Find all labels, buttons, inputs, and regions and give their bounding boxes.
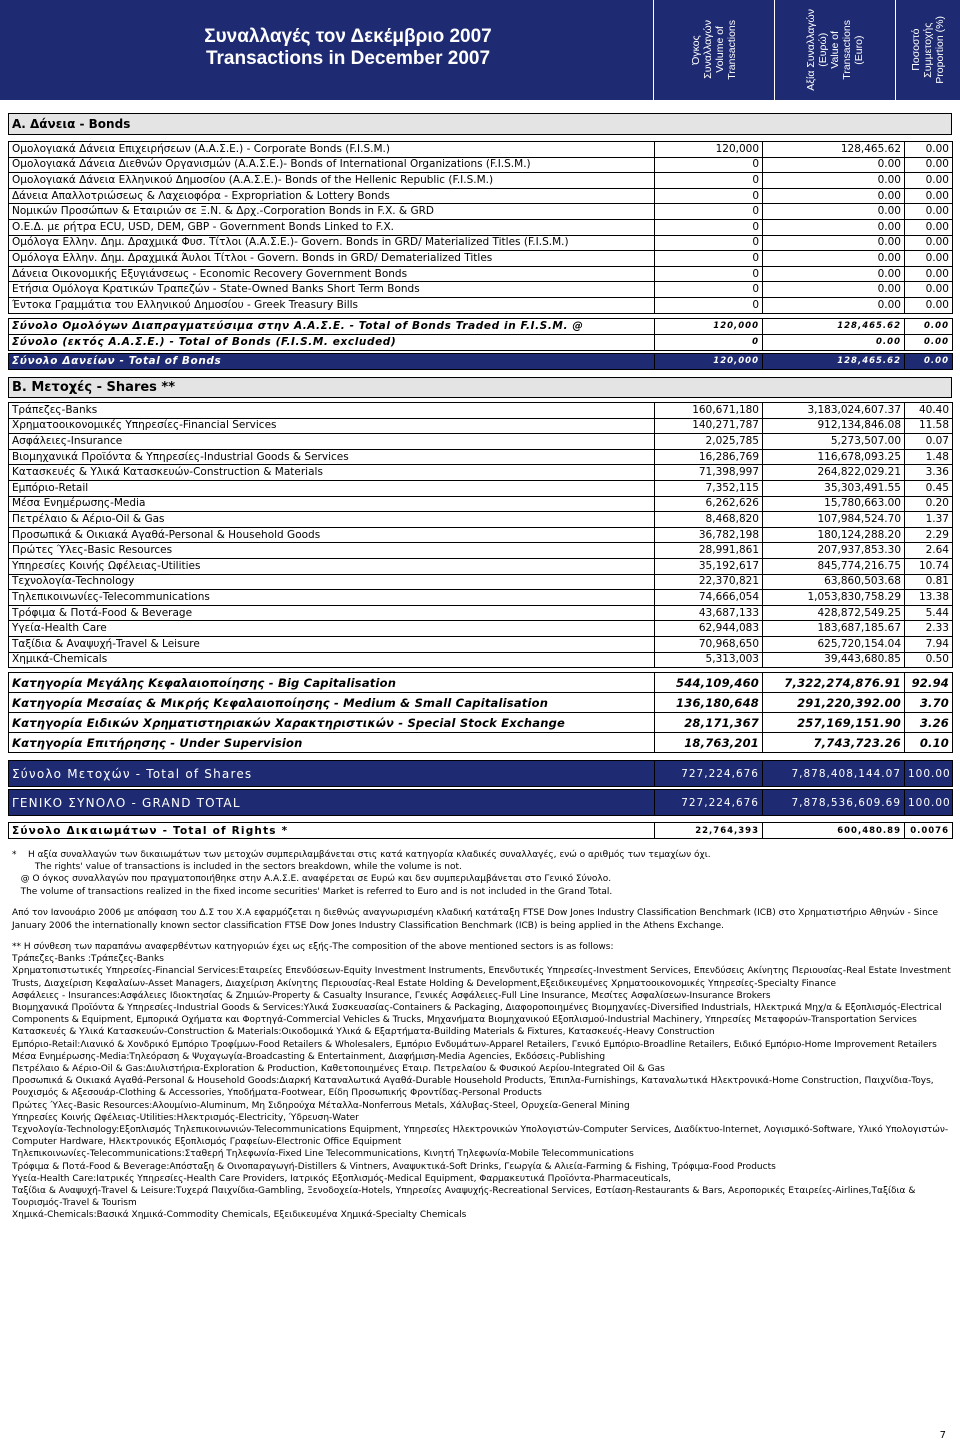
grand-total-proportion: 100.00: [905, 790, 953, 816]
row-volume: 0: [655, 204, 763, 220]
sector-row: [9, 465, 953, 481]
row-label: Σύνολο Ομολόγων Διαπραγματεύσιμα στην Α.Α.Σ.Ε. - Total of Bonds Traded in F.I.S.M. @: [9, 318, 655, 334]
row-volume: 120,000: [655, 142, 763, 158]
category-label: [9, 713, 655, 733]
row-proportion: 0.00: [905, 353, 953, 369]
bond-row: [9, 157, 953, 173]
total-shares-proportion: 100.00: [905, 761, 953, 787]
composition-line: Ασφάλειες - Insurances:Ασφάλειες Ιδιοκτησίας & Ζημιών-Property & Casualty Insurance, Γενικές Ασφάλειες-Full Line Insurance, Μεσίτες Ασφαλίσεων-Insurance Brokers: [12, 990, 771, 1001]
row-label: Ο.Ε.Δ. με ρήτρα ECU, USD, DEM, GBP - Government Bonds Linked to F.X.: [9, 219, 655, 235]
row-proportion: 0.00: [905, 334, 953, 350]
row-value: 39,443,680.85: [763, 652, 905, 668]
composition-line: Τηλεπικοινωνίες-Telecommunications:Σταθερή Τηλεφωνία-Fixed Line Telecommunications, Κινητή Τηλεφωνία-Mobile Telecommunications: [12, 1149, 634, 1160]
row-volume: 0: [655, 235, 763, 251]
bond-row: [9, 282, 953, 298]
composition-line: Υπηρεσίες Κοινής Ωφέλειας-Utilities:Ηλεκτρισμός-Electricity, Ύδρευση-Water: [12, 1112, 359, 1123]
sector-row: [9, 636, 953, 652]
row-proportion: 5.44: [905, 605, 953, 621]
row-label: Ομόλογα Ελλην. Δημ. Δραχμικά Φυσ. Τίτλοι (Α.Α.Σ.Ε.)- Govern. Bonds in GRD/ Materialized Titles (F.I.S.M.): [9, 235, 655, 251]
grand-total-label: ΓΕΝΙΚΟ ΣΥΝΟΛΟ - GRAND TOTAL: [9, 790, 655, 816]
row-volume: 28,991,861: [655, 543, 763, 559]
row-proportion: 3.36: [905, 465, 953, 481]
row-volume: 8,468,820: [655, 512, 763, 528]
row-volume: 2,025,785: [655, 434, 763, 450]
row-proportion: 0.00: [905, 173, 953, 189]
row-proportion: 0.07: [905, 434, 953, 450]
title-english: Transactions in December 2007: [205, 48, 491, 69]
row-value: 845,774,216.75: [763, 558, 905, 574]
bonds-table: [8, 141, 953, 370]
row-value: 180,124,288.20: [763, 527, 905, 543]
row-volume: 0: [655, 219, 763, 235]
row-label: Σύνολο Δανείων - Total of Bonds: [9, 353, 655, 369]
row-value: 0.00: [763, 188, 905, 204]
row-label: Εμπόριο-Retail: [9, 480, 655, 496]
sector-row: [9, 621, 953, 637]
row-label: Ομολογιακά Δάνεια Διεθνών Οργανισμών (Α.Α.Σ.Ε.)- Bonds of International Organizations (F.I.S.M.): [9, 157, 655, 173]
row-volume: 43,687,133: [655, 605, 763, 621]
row-volume: 74,666,054: [655, 590, 763, 606]
composition-line: Υγεία-Health Care:Ιατρικές Υπηρεσίες-Health Care Providers, Ιατρικός Εξοπλισμός-Medical Equipment, Φαρμακευτικά Προϊόντα-Pharmaceuticals,: [12, 1173, 671, 1184]
report-title: [108, 26, 588, 70]
row-value: 107,984,524.70: [763, 512, 905, 528]
row-proportion: 11.58: [905, 418, 953, 434]
row-label: Δάνεια Οικονομικής Εξυγιάνσεως - Economic Recovery Government Bonds: [9, 266, 655, 282]
category-row: [9, 733, 953, 753]
row-value: 183,687,185.67: [763, 621, 905, 637]
composition-line: Χρηματοπιστωτικές Υπηρεσίες-Financial Services:Εταιρείες Επενδύσεων-Equity Investment Instruments, Επενδυτικές Υπηρεσίες-Investment Services, Επενδύσεις Ακίνητης Περιουσίας-Real Estate Investment Trusts, Διαχείριση Κεφαλαίων-Asset Managers, Διαχείριση Ακίνητης Περιουσίας-Real Estate Holding & Development,Εξειδικευμένες Χρηματοοικονομικές Υπηρεσίες-Specialty Finance: [12, 966, 951, 989]
totals-table: [8, 760, 953, 816]
rights-table: [8, 822, 953, 839]
row-proportion: 0.00: [905, 188, 953, 204]
total-shares-value: 7,878,408,144.07: [763, 761, 905, 787]
sector-row: [9, 605, 953, 621]
row-proportion: 0.00: [905, 282, 953, 298]
sector-row: [9, 543, 953, 559]
row-value: 0.00: [763, 297, 905, 313]
row-value: 625,720,154.04: [763, 636, 905, 652]
row-volume: 0: [655, 157, 763, 173]
row-value: 0.00: [763, 334, 905, 350]
row-value: 0.00: [763, 235, 905, 251]
total-shares-label: Σύνολο Μετοχών - Total of Shares: [9, 761, 655, 787]
bond-total-row: [9, 353, 953, 369]
proportion-header-text: [910, 16, 946, 84]
row-volume: 0: [655, 251, 763, 267]
row-proportion: 0.00: [905, 157, 953, 173]
header-line: Συμμετοχής: [922, 22, 934, 78]
grand-total-volume: 727,224,676: [655, 790, 763, 816]
row-value: 0.00: [763, 157, 905, 173]
category-row: [9, 693, 953, 713]
row-volume: 5,313,003: [655, 652, 763, 668]
row-volume: 6,262,626: [655, 496, 763, 512]
category-label-english: - Special Stock Exchange: [394, 715, 566, 730]
row-proportion: 2.64: [905, 543, 953, 559]
header-line: Transactions: [726, 20, 738, 80]
row-label: Τράπεζες-Banks: [9, 403, 655, 419]
row-volume: 70,968,650: [655, 636, 763, 652]
rights-label: Σύνολο Δικαιωμάτων - Total of Rights *: [9, 823, 655, 839]
row-proportion: 0.20: [905, 496, 953, 512]
category-label-english: - Big Capitalisation: [264, 675, 397, 690]
bond-row: [9, 142, 953, 158]
row-label: Δάνεια Απαλλοτριώσεως & Λαχειοφόρα - Expropriation & Lottery Bonds: [9, 188, 655, 204]
category-label-english: - Under Supervision: [166, 735, 303, 750]
grand-total-value: 7,878,536,609.69: [763, 790, 905, 816]
row-label: Μέσα Ενημέρωσης-Media: [9, 496, 655, 512]
bonds-heading-text: Α. Δάνεια - Bonds: [12, 117, 131, 131]
rights-row: [9, 823, 953, 839]
shares-table: [8, 402, 953, 668]
row-volume: 0: [655, 266, 763, 282]
row-value: 116,678,093.25: [763, 449, 905, 465]
row-value: 0.00: [763, 266, 905, 282]
row-label: Πετρέλαιο & Αέριο-Oil & Gas: [9, 512, 655, 528]
sector-row: [9, 512, 953, 528]
header-line: (Euro): [853, 35, 865, 65]
row-label: Ταξίδια & Αναψυχή-Travel & Leisure: [9, 636, 655, 652]
value-header-text: [805, 9, 865, 91]
row-value: 207,937,853.30: [763, 543, 905, 559]
header-line: (Ευρώ): [817, 33, 829, 67]
bond-row: [9, 266, 953, 282]
row-volume: 71,398,997: [655, 465, 763, 481]
row-proportion: 0.81: [905, 574, 953, 590]
category-volume: 136,180,648: [655, 693, 763, 713]
category-volume: 18,763,201: [655, 733, 763, 753]
row-volume: 0: [655, 297, 763, 313]
row-label: Πρώτες Ύλες-Basic Resources: [9, 543, 655, 559]
grand-total-row: [9, 790, 953, 816]
bond-row: [9, 188, 953, 204]
composition-line: Τρόφιμα & Ποτά-Food & Beverage:Απόσταξη & Οινοπαραγωγή-Distillers & Vintners, Αναψυκτικά-Soft Drinks, Γεωργία & Αλιεία-Farming & Fishing, Τρόφιμα-Food Products: [12, 1161, 776, 1172]
sector-row: [9, 418, 953, 434]
footnote-line: The volume of transactions realized in the fixed income securities' Market is referred to Euro and is not included in the Grand Total.: [12, 886, 613, 897]
header-line: Αξία Συναλλαγών: [805, 9, 817, 91]
row-label: Προσωπικά & Οικιακά Αγαθά-Personal & Household Goods: [9, 527, 655, 543]
row-label: Ομόλογα Ελλην. Δημ. Δραχμικά Άυλοι Τίτλοι - Govern. Bonds in GRD/ Dematerialized Titles: [9, 251, 655, 267]
row-proportion: 0.00: [905, 297, 953, 313]
volume-header-text: [690, 20, 738, 80]
row-proportion: 0.00: [905, 235, 953, 251]
rights-value: 600,480.89: [763, 823, 905, 839]
category-value: 7,322,274,876.91: [763, 673, 905, 693]
sector-row: [9, 527, 953, 543]
sector-row: [9, 496, 953, 512]
category-value: 291,220,392.00: [763, 693, 905, 713]
row-value: 0.00: [763, 251, 905, 267]
composition-line: Προσωπικά & Οικιακά Αγαθά-Personal & Household Goods:Διαρκή Καταναλωτικά Αγαθά-Durable Household Products, Έπιπλα-Furnishings, Καταναλωτικά Ηλεκτρονικά-Home Construction, Παιχνίδια-Toys, Ρουχισμός & Αξεσουάρ-Clothing & Accessories, Υποδήματα-Footwear, Είδη Προσωπικής Φροντίδας-Personal Products: [12, 1076, 934, 1099]
row-label: Βιομηχανικά Προϊόντα & Υπηρεσίες-Industrial Goods & Services: [9, 449, 655, 465]
composition-line: Πετρέλαιο & Αέριο-Oil & Gas:Διυλιστήρια-Exploration & Production, Καθετοποιημένες Εταιρ. Πετρελαίου & Φυσικού Αερίου-Integrated Oil & Gas: [12, 1064, 665, 1075]
ftse-note: [12, 907, 952, 932]
row-value: 128,465.62: [763, 353, 905, 369]
row-label: Τεχνολογία-Technology: [9, 574, 655, 590]
row-proportion: 10.74: [905, 558, 953, 574]
category-volume: 544,109,460: [655, 673, 763, 693]
shares-section-heading: [8, 377, 952, 398]
sector-row: [9, 574, 953, 590]
row-volume: 35,192,617: [655, 558, 763, 574]
header-line: Transactions: [841, 20, 853, 80]
category-volume: 28,171,367: [655, 713, 763, 733]
category-value: 7,743,723.26: [763, 733, 905, 753]
row-label: Τηλεπικοινωνίες-Telecommunications: [9, 590, 655, 606]
row-proportion: 0.00: [905, 251, 953, 267]
column-header-value: [775, 0, 895, 100]
row-value: 15,780,663.00: [763, 496, 905, 512]
total-shares-volume: 727,224,676: [655, 761, 763, 787]
header-line: Συναλλαγών: [702, 20, 714, 80]
category-label-greek: Κατηγορία Μεγάλης Κεφαλαιοποίησης: [12, 675, 265, 690]
row-volume: 0: [655, 334, 763, 350]
footnote-line: @ Ο όγκος συναλλαγών που πραγματοποιήθηκε στην Α.Α.Σ.Ε. αναφέρεται σε Ευρώ και δεν συμπεριλαμβάνεται στο Γενικό Σύνολο.: [12, 874, 612, 885]
rights-volume: 22,764,393: [655, 823, 763, 839]
row-volume: 62,944,083: [655, 621, 763, 637]
total-shares-row: [9, 761, 953, 787]
category-label: [9, 693, 655, 713]
row-proportion: 0.00: [905, 219, 953, 235]
row-label: Υγεία-Health Care: [9, 621, 655, 637]
row-volume: 0: [655, 282, 763, 298]
row-proportion: 0.00: [905, 204, 953, 220]
header-line: Volume of: [714, 26, 726, 74]
row-label: Σύνολο (εκτός Α.Α.Σ.Ε.) - Total of Bonds (F.I.S.M. excluded): [9, 334, 655, 350]
category-row: [9, 673, 953, 693]
row-value: 3,183,024,607.37: [763, 403, 905, 419]
bond-summary-row: [9, 318, 953, 334]
category-label-english: - Medium & Small Capitalisation: [329, 695, 549, 710]
row-volume: 0: [655, 173, 763, 189]
page-number: 7: [939, 1430, 946, 1441]
bond-row: [9, 251, 953, 267]
row-value: 0.00: [763, 282, 905, 298]
sector-row: [9, 434, 953, 450]
row-value: 128,465.62: [763, 318, 905, 334]
row-label: Έντοκα Γραμμάτια του Ελληνικού Δημοσίου - Greek Treasury Bills: [9, 297, 655, 313]
row-label: Υπηρεσίες Κοινής Ωφέλειας-Utilities: [9, 558, 655, 574]
category-label: [9, 673, 655, 693]
category-proportion: 92.94: [905, 673, 953, 693]
row-value: 1,053,830,758.29: [763, 590, 905, 606]
sector-row: [9, 652, 953, 668]
row-label: Ετήσια Ομόλογα Κρατικών Τραπεζών - State-Owned Banks Short Term Bonds: [9, 282, 655, 298]
row-proportion: 7.94: [905, 636, 953, 652]
header-line: Όγκος: [690, 35, 702, 65]
composition-line: Κατασκευές & Υλικά Κατασκευών-Construction & Materials:Οικοδομικά Υλικά & Εξαρτήματα-Building Materials & Fixtures, Κατασκευές-Heavy Construction: [12, 1027, 715, 1038]
bond-row: [9, 219, 953, 235]
composition-line: Βιομηχανικά Προϊόντα & Υπηρεσίες-Industrial Goods & Services:Υλικά Συσκευασίας-Containers & Packaging, Διαφοροποιημένες Βιομηχανίες-Diversified Industrials, Ηλεκτρικά Μηχ/α & Εξοπλισμός-Electrical Components & Equipment, Εμπορικά Οχήματα και Φορτηγά-Commercial Vehicles & Trucks, Μηχανήματα Βιομηχανικού Εξοπλισμού-Industrial Machinery, Υπηρεσίες Μεταφορών-Transportation Services: [12, 1003, 942, 1026]
row-label: Χρηματοοικονομικές Υπηρεσίες-Financial Services: [9, 418, 655, 434]
row-value: 912,134,846.08: [763, 418, 905, 434]
composition-note: [12, 941, 952, 1222]
row-proportion: 2.29: [905, 527, 953, 543]
header-line: Value of: [829, 31, 841, 69]
composition-line: Εμπόριο-Retail:Λιανικό & Χονδρικό Εμπόριο Τροφίμων-Food Retailers & Wholesalers, Εμπόριο Ενδυμάτων-Apparel Retailers, Γενικό Εμπόριο-Broadline Retailers, Ειδικό Εμπόριο-Home Improvement Retailers: [12, 1039, 937, 1050]
row-value: 35,303,491.55: [763, 480, 905, 496]
row-proportion: 0.45: [905, 480, 953, 496]
row-value: 264,822,029.21: [763, 465, 905, 481]
bond-row: [9, 204, 953, 220]
composition-line: ** Η σύνθεση των παραπάνω αναφερθέντων κατηγοριών έχει ως εξής-The composition of the above mentioned sectors is as follows:: [12, 942, 614, 952]
row-value: 0.00: [763, 204, 905, 220]
category-label-greek: Κατηγορία Επιτήρησης: [12, 735, 167, 750]
sector-row: [9, 480, 953, 496]
category-proportion: 3.26: [905, 713, 953, 733]
row-label: Νομικών Προσώπων & Εταιριών σε Ξ.Ν. & Δρχ.-Corporation Bonds in F.X. & GRD: [9, 204, 655, 220]
bond-row: [9, 297, 953, 313]
row-volume: 140,271,787: [655, 418, 763, 434]
rights-proportion: 0.0076: [905, 823, 953, 839]
ftse-note-text: Από τον Ιανουάριο 2006 με απόφαση του Δ.Σ του Χ.Α εφαρμόζεται η διεθνώς αναγνωρισμένη κλαδική κατάταξη FTSE Dow Jones Industry Classification Benchmark (ICB) στο Χρηματιστήριο Αθηνών - Since January 2006 the internationally known sector classification FTSE Dow Jones Industry Classification Benchmark (ICB) is being applied in the Athens Exchange.: [12, 908, 939, 931]
column-header-volume: [654, 0, 774, 100]
row-volume: 36,782,198: [655, 527, 763, 543]
row-value: 0.00: [763, 173, 905, 189]
bond-row: [9, 235, 953, 251]
sector-row: [9, 449, 953, 465]
row-proportion: 1.48: [905, 449, 953, 465]
category-label: [9, 733, 655, 753]
sector-row: [9, 590, 953, 606]
composition-line: Μέσα Ενημέρωσης-Media:Τηλεόραση & Ψυχαγωγία-Broadcasting & Entertainment, Διαφήμιση-Media Agencies, Εκδόσεις-Publishing: [12, 1051, 606, 1062]
composition-line: Πρώτες Ύλες-Basic Resources:Αλουμίνιο-Aluminum, Μη Σιδηρούχα Μέταλλα-Nonferrous Metals, Χάλυβας-Steel, Ορυχεία-General Mining: [12, 1100, 630, 1111]
category-proportion: 0.10: [905, 733, 953, 753]
row-proportion: 0.00: [905, 142, 953, 158]
row-label: Ομολογιακά Δάνεια Ελληνικού Δημοσίου (Α.Α.Σ.Ε.)- Bonds of the Hellenic Republic (F.I.S.M.): [9, 173, 655, 189]
row-value: 128,465.62: [763, 142, 905, 158]
row-label: Ασφάλειες-Insurance: [9, 434, 655, 450]
row-label: Χημικά-Chemicals: [9, 652, 655, 668]
row-proportion: 40.40: [905, 403, 953, 419]
row-volume: 16,286,769: [655, 449, 763, 465]
category-value: 257,169,151.90: [763, 713, 905, 733]
footnotes: [12, 849, 952, 898]
row-volume: 0: [655, 188, 763, 204]
row-volume: 7,352,115: [655, 480, 763, 496]
header-line: Proportion (%): [934, 16, 946, 84]
row-volume: 120,000: [655, 353, 763, 369]
category-label-greek: Κατηγορία Ειδικών Χρηματιστηριακών Χαρακτηριστικών: [12, 715, 395, 730]
title-greek: Συναλλαγές τον Δεκέμβριο 2007: [204, 26, 492, 47]
footnote-line: * Η αξία συναλλαγών των δικαιωμάτων των μετοχών συμπεριλαμβάνεται στις κατά κατηγορία κλαδικές συναλλαγές, ενώ ο αριθμός των τεμαχίων όχι.: [12, 850, 711, 860]
row-value: 5,273,507.00: [763, 434, 905, 450]
row-volume: 160,671,180: [655, 403, 763, 419]
row-value: 428,872,549.25: [763, 605, 905, 621]
category-label-greek: Κατηγορία Μεσαίας & Μικρής Κεφαλαιοποίησης: [12, 695, 330, 710]
row-label: Τρόφιμα & Ποτά-Food & Beverage: [9, 605, 655, 621]
report-header: [0, 0, 960, 100]
category-row: [9, 713, 953, 733]
row-proportion: 0.00: [905, 318, 953, 334]
composition-line: Χημικά-Chemicals:Βασικά Χημικά-Commodity Chemicals, Εξειδικευμένα Χημικά-Specialty Chemicals: [12, 1210, 467, 1221]
categories-table: [8, 672, 953, 753]
sector-row: [9, 558, 953, 574]
row-proportion: 0.50: [905, 652, 953, 668]
footnote-line: The rights' value of transactions is included in the sectors breakdown, while the volume is not.: [12, 862, 462, 873]
row-value: 63,860,503.68: [763, 574, 905, 590]
composition-line: Τράπεζες-Banks :Τράπεζες-Banks: [12, 954, 164, 965]
category-proportion: 3.70: [905, 693, 953, 713]
composition-line: Ταξίδια & Αναψυχή-Travel & Leisure:Τυχερά Παιχνίδια-Gambling, Ξενοδοχεία-Hotels, Υπηρεσίες Αναψυχής-Recreational Services, Εστίαση-Restaurants & Bars, Αεροπορικές Εταιρείες-Airlines,Ταξίδια & Τουρισμός-Travel & Tourism: [12, 1186, 916, 1209]
sector-row: [9, 403, 953, 419]
row-proportion: 0.00: [905, 266, 953, 282]
header-line: Ποσοστό: [910, 28, 922, 72]
row-value: 0.00: [763, 219, 905, 235]
row-label: Κατασκευές & Υλικά Κατασκευών-Construction & Materials: [9, 465, 655, 481]
bonds-section-heading: [8, 113, 952, 135]
row-proportion: 13.38: [905, 590, 953, 606]
row-label: Ομολογιακά Δάνεια Επιχειρήσεων (Α.Α.Σ.Ε.) - Corporate Bonds (F.I.S.M.): [9, 142, 655, 158]
composition-line: Τεχνολογία-Technology:Εξοπλισμός Τηλεπικοινωνιών-Telecommunications Equipment, Υπηρεσίες Ηλεκτρονικών Υπολογιστών-Computer Services, Διαδίκτυο-Internet, Λογισμικό-Software, Υλικό Υπολογιστών-Computer Hardware, Ηλεκτρονικός Εξοπλισμός Γραφείων-Electronic Office Equipment: [12, 1125, 949, 1148]
bond-summary-row: [9, 334, 953, 350]
row-volume: 120,000: [655, 318, 763, 334]
row-volume: 22,370,821: [655, 574, 763, 590]
column-header-proportion: [896, 0, 960, 100]
shares-heading-text: Β. Μετοχές - Shares **: [12, 380, 176, 395]
row-proportion: 1.37: [905, 512, 953, 528]
bond-row: [9, 173, 953, 189]
row-proportion: 2.33: [905, 621, 953, 637]
